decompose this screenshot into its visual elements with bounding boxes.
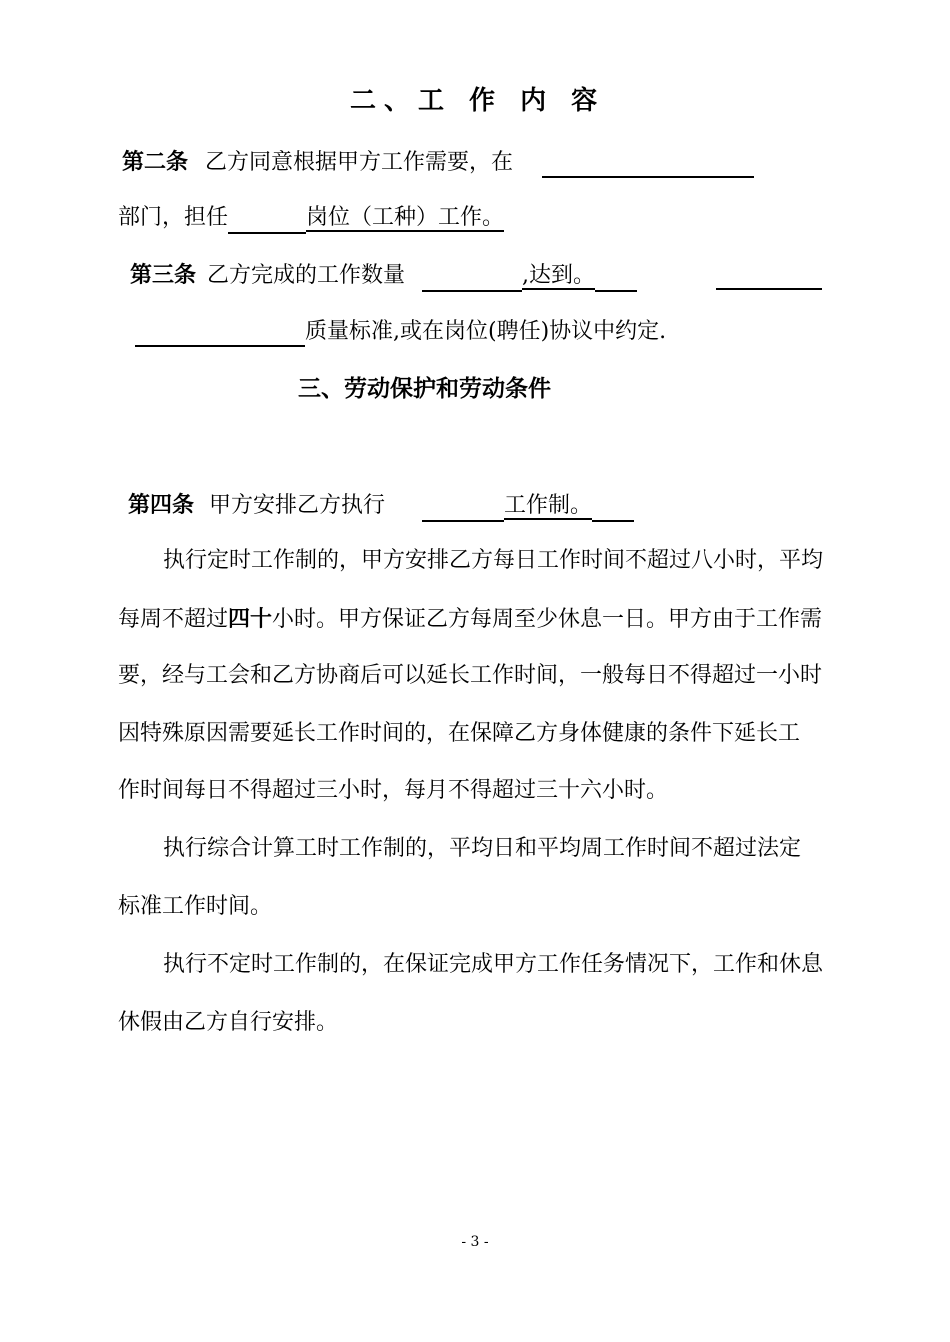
article-3-text-1: 乙方完成的工作数量 (207, 263, 406, 288)
article-3-line-2 (135, 317, 666, 347)
position-blank[interactable] (228, 208, 306, 234)
article-4-text-2: 工作制。 (504, 493, 593, 518)
article-4-text-1: 甲方安排乙方执行 (209, 493, 386, 518)
forty-hours: 四十 (228, 606, 273, 632)
section-title-work-content: 二、工 作 内 容 (350, 86, 606, 116)
work-system-blank[interactable] (422, 496, 504, 522)
paragraph-3-line-2: 休假由乙方自行安排。 (118, 1010, 339, 1035)
quality-blank-2[interactable] (716, 264, 822, 290)
article-4-line (128, 490, 634, 522)
quality-standard-blank[interactable] (135, 321, 305, 347)
paragraph-1-line-1: 执行定时工作制的，甲方安排乙方每日工作时间不超过八小时，平均 (163, 548, 824, 573)
paragraph-2-line-1: 执行综合计算工时工作制的，平均日和平均周工作时间不超过法定 (163, 836, 802, 861)
paragraph-1-line-2 (118, 604, 822, 635)
paragraph-1-line-5: 作时间每日不得超过三小时，每月不得超过三十六小时。 (118, 778, 669, 803)
quality-blank-1[interactable] (595, 266, 637, 292)
department-blank[interactable] (542, 152, 754, 178)
article-2-line-1 (122, 147, 754, 178)
paragraph-1-line-3: 要，经与工会和乙方协商后可以延长工作时间，一般每日不得超过一小时 (118, 663, 823, 688)
paragraph-3-line-1: 执行不定时工作制的，在保证完成甲方工作任务情况下，工作和休息 (163, 952, 824, 977)
article-3-label: 第三条 (130, 262, 197, 288)
paragraph-1-line-2c: 小时。甲方保证乙方每周至少休息一日。甲方由于工作需 (272, 607, 823, 632)
article-2-text-1: 乙方同意根据甲方工作需要，在 (205, 150, 514, 175)
work-system-blank-tail[interactable] (592, 496, 634, 522)
paragraph-1-line-4: 因特殊原因需要延长工作时间的，在保障乙方身体健康的条件下延长工 (118, 721, 801, 746)
page-number: - 3 - (461, 1234, 489, 1250)
article-3-line-1 (130, 260, 637, 292)
paragraph-1-line-2a: 每周不超过 (118, 607, 229, 632)
section-title-labor-protection: 三、劳动保护和劳动条件 (298, 375, 551, 402)
article-3-text-2: ,达到。 (522, 263, 596, 288)
article-3-text-3: 质量标准,或在岗位(聘任)协议中约定. (305, 319, 667, 344)
work-quantity-blank[interactable] (422, 266, 522, 292)
paragraph-2-line-2: 标准工作时间。 (118, 894, 273, 919)
article-4-label: 第四条 (128, 492, 195, 518)
article-2-label: 第二条 (122, 149, 189, 175)
article-2-line-2 (118, 203, 504, 234)
article-2-text-3: 岗位（工种）工作。 (306, 205, 505, 230)
article-2-text-2: 部门，担任 (118, 205, 229, 230)
